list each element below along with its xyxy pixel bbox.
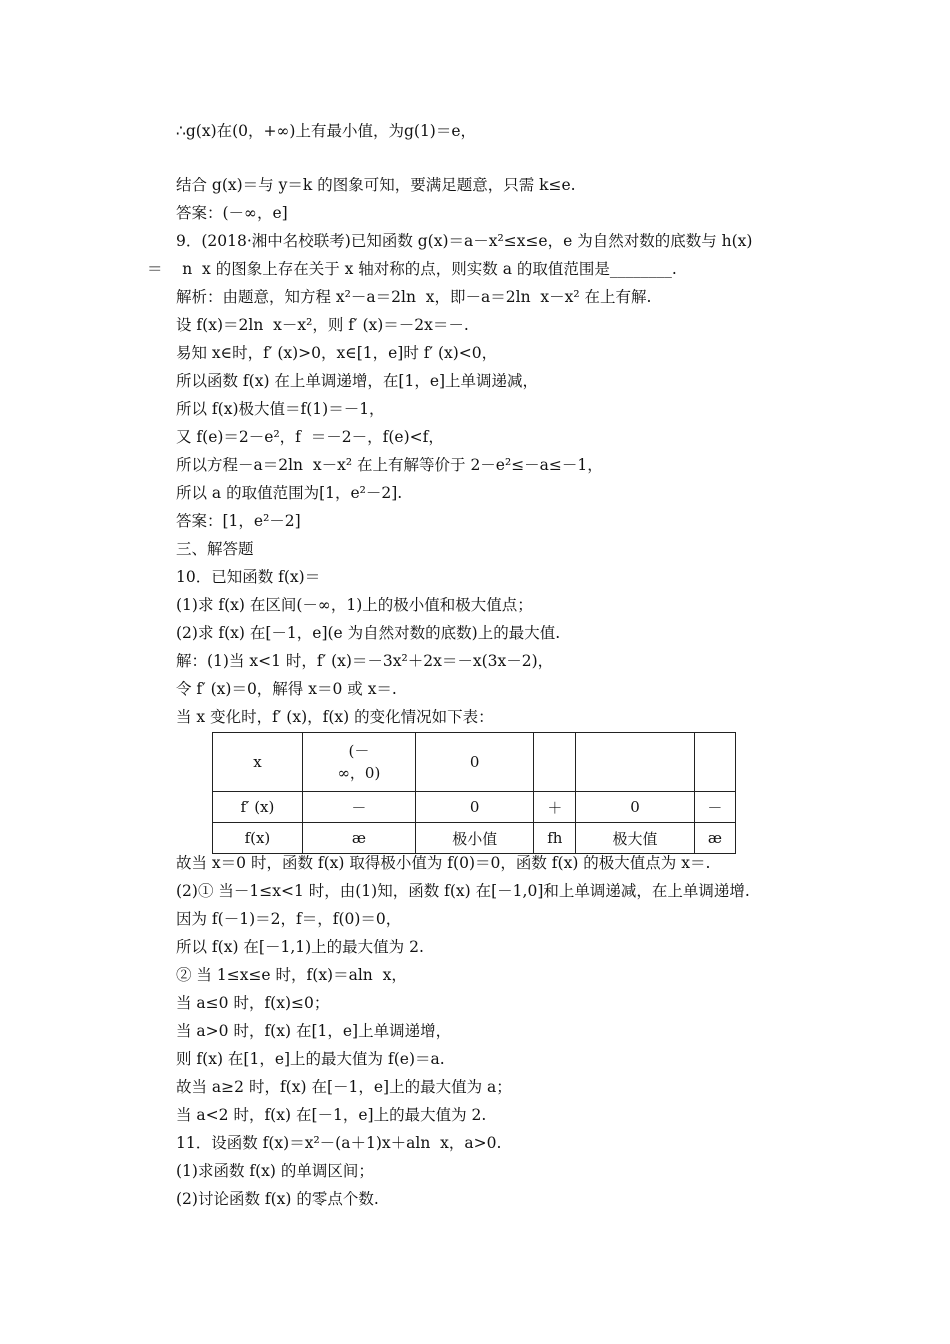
text-line: 所以函数 f(x) 在上单调递增，在[1，e]上单调递减，	[176, 372, 539, 390]
text-line: 因为 f(－1)＝2，f＝，f(0)＝0，	[176, 910, 402, 928]
text-line: (1)求函数 f(x) 的单调区间；	[176, 1162, 374, 1180]
table-cell: æ	[302, 823, 415, 854]
text-line: 答案：[1，e²－2]	[176, 512, 301, 530]
text-line: 所以 a 的取值范围为[1，e²－2].	[176, 484, 403, 502]
text-line: 又 f(e)＝2－e²，f ＝－2－，f(e)<f，	[176, 428, 444, 446]
table-row	[213, 823, 736, 854]
text-line: 易知 x∈时，f′ (x)>0，x∈[1，e]时 f′ (x)<0，	[176, 344, 498, 362]
text-line: 当 a<2 时，f(x) 在[－1，e]上的最大值为 2.	[176, 1106, 487, 1124]
table-row	[213, 733, 736, 792]
interval-open: (－	[348, 742, 370, 760]
text-line: (1)求 f(x) 在区间(－∞，1)上的极小值和极大值点；	[176, 596, 533, 614]
problem-9-line: ＝ n x 的图象上存在关于 x 轴对称的点，则实数 a 的取值范围是________.	[147, 260, 677, 278]
table-cell: ＋	[534, 792, 576, 823]
section-heading: 三、解答题	[176, 540, 254, 558]
table-cell: 0	[576, 792, 695, 823]
table-cell	[534, 733, 576, 792]
table-row	[213, 792, 736, 823]
table-cell: 极小值	[415, 823, 534, 854]
text-line: 当 x 变化时，f′ (x)，f(x) 的变化情况如下表：	[176, 708, 494, 726]
table-cell: 极大值	[576, 823, 695, 854]
interval-close: ∞，0)	[337, 764, 381, 782]
text-line: 所以 f(x)极大值＝f(1)＝－1，	[176, 400, 385, 418]
problem-10-line: 10．已知函数 f(x)＝	[176, 568, 321, 586]
text-line: 令 f′ (x)＝0，解得 x＝0 或 x＝.	[176, 680, 397, 698]
table-cell	[694, 733, 735, 792]
text-line: 则 f(x) 在[1，e]上的最大值为 f(e)＝a.	[176, 1050, 445, 1068]
problem-9-line: 9．(2018·湘中名校联考)已知函数 g(x)＝a－x²≤x≤e，e 为自然对数的底数与 h(x)	[176, 232, 753, 250]
table-cell	[302, 733, 415, 792]
text-line: (2)求 f(x) 在[－1，e](e 为自然对数的底数)上的最大值.	[176, 624, 561, 642]
table-cell: －	[302, 792, 415, 823]
text-line: 答案：(－∞，e]	[176, 204, 288, 222]
variation-table	[212, 732, 736, 854]
text-line: (2)讨论函数 f(x) 的零点个数.	[176, 1190, 379, 1208]
text-line: 当 a>0 时，f(x) 在[1，e]上单调递增，	[176, 1022, 452, 1040]
text-line: 故当 a≥2 时，f(x) 在[－1，e]上的最大值为 a；	[176, 1078, 512, 1096]
table-cell: 0	[415, 733, 534, 792]
table-cell: æ	[694, 823, 735, 854]
table-cell: f(x)	[213, 823, 303, 854]
text-line: 设 f(x)＝2ln x－x²，则 f′ (x)＝－2x＝－.	[176, 316, 469, 334]
text-line: ② 当 1≤x≤e 时，f(x)＝aln x，	[176, 966, 407, 984]
table-cell: fh	[534, 823, 576, 854]
table-cell: f′ (x)	[213, 792, 303, 823]
text-line: ∴g(x)在(0，+∞)上有最小值，为g(1)＝e，	[176, 122, 477, 140]
table-cell: －	[694, 792, 735, 823]
table-cell	[576, 733, 695, 792]
text-line: 当 a≤0 时，f(x)≤0；	[176, 994, 330, 1012]
text-line: (2)① 当－1≤x<1 时，由(1)知，函数 f(x) 在[－1,0]和上单调递减，在上单调递增.	[176, 882, 750, 900]
table-cell: x	[213, 733, 303, 792]
text-line: 所以方程－a＝2ln x－x² 在上有解等价于 2－e²≤－a≤－1，	[176, 456, 603, 474]
text-line: 解：(1)当 x<1 时，f′ (x)＝－3x²＋2x＝－x(3x－2)，	[176, 652, 554, 670]
text-line: 所以 f(x) 在[－1,1)上的最大值为 2.	[176, 938, 424, 956]
text-line: 解析：由题意，知方程 x²－a＝2ln x，即－a＝2ln x－x² 在上有解.	[176, 288, 652, 306]
table-cell: 0	[415, 792, 534, 823]
text-line: 结合 g(x)＝与 y＝k 的图象可知，要满足题意，只需 k≤e.	[176, 176, 576, 194]
problem-11-line: 11．设函数 f(x)＝x²－(a＋1)x＋aln x，a>0.	[176, 1134, 502, 1152]
text-line: 故当 x＝0 时，函数 f(x) 取得极小值为 f(0)＝0，函数 f(x) 的极大值点为 x＝.	[176, 854, 711, 872]
